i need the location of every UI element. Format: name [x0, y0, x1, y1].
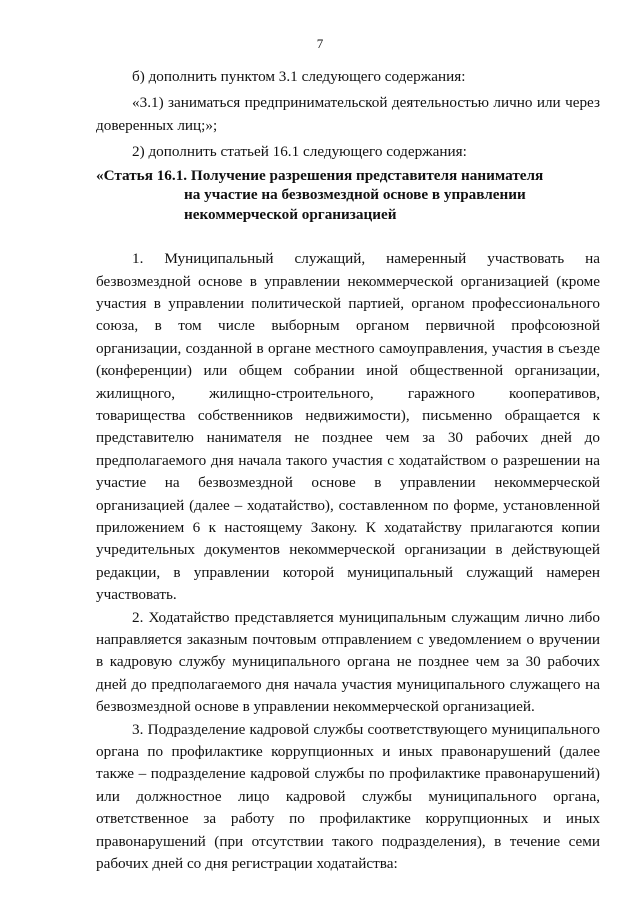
article-heading-line-3: некоммерческой организацией [184, 205, 397, 223]
clause-3-1-text: «3.1) заниматься предпринимательской деятельностью лично или через доверенных лиц;»; [96, 94, 600, 134]
document-body [96, 66, 600, 876]
page-number: 7 [316, 36, 324, 51]
amendment-item-b: б) дополнить пунктом 3.1 следующего содержания: [132, 68, 466, 85]
article-paragraph-1: 1. Муниципальный служащий, намеренный участвовать на безвозмездной основе в управлении некоммерческой организацией (кроме участия в управлении политической партией, органом профессионального союза, в том числе выборным органом первичной профсоюзной организации, созданной в органе местного самоуправления, участия в съезде (конференции) или общем собрании иной общественной организации, жилищного, жилищно-строительного, гаражного кооперативов, товарищества собственников недвижимости), письменно обращается к представителю нанимателя не позднее чем за 30 рабочих дней до предполагаемого дня начала такого участия с ходатайством о разрешении на участие на безвозмездной основе в управлении некоммерческой организацией (далее – ходатайство), составленном по форме, установленной приложением 6 к настоящему Закону. К ходатайству прилагаются копии учредительных документов некоммерческой организации в действующей редакции, в управлении которой муниципальный служащий намерен участвовать. [96, 250, 600, 604]
article-heading-line-2: на участие на безвозмездной основе в управлении [184, 186, 526, 204]
article-paragraph-2: 2. Ходатайство представляется муниципальным служащим лично либо направляется заказным почтовым отправлением с уведомлением о вручении в кадровую службу муниципального органа не позднее чем за 30 рабочих дней до предполагаемого дня начала участия муниципального служащего на безвозмездной основе в управлении некоммерческой организацией. [96, 608, 600, 716]
amendment-item-2: 2) дополнить статьей 16.1 следующего содержания: [132, 143, 467, 161]
article-heading [96, 166, 600, 225]
article-heading-line-1: «Статья 16.1. Получение разрешения представителя нанимателя [96, 166, 544, 184]
article-paragraph-3: 3. Подразделение кадровой службы соответствующего муниципального органа по профилактике коррупционных и иных правонарушений (далее также – подразделение кадровой службы по профилактике правонарушений) или должностное лицо кадровой службы муниципального органа, ответственное за работу по профилактике коррупционных и иных правонарушений (при отсутствии такого подразделения), в течение семи рабочих дней со дня регистрации ходатайства: [96, 720, 600, 873]
